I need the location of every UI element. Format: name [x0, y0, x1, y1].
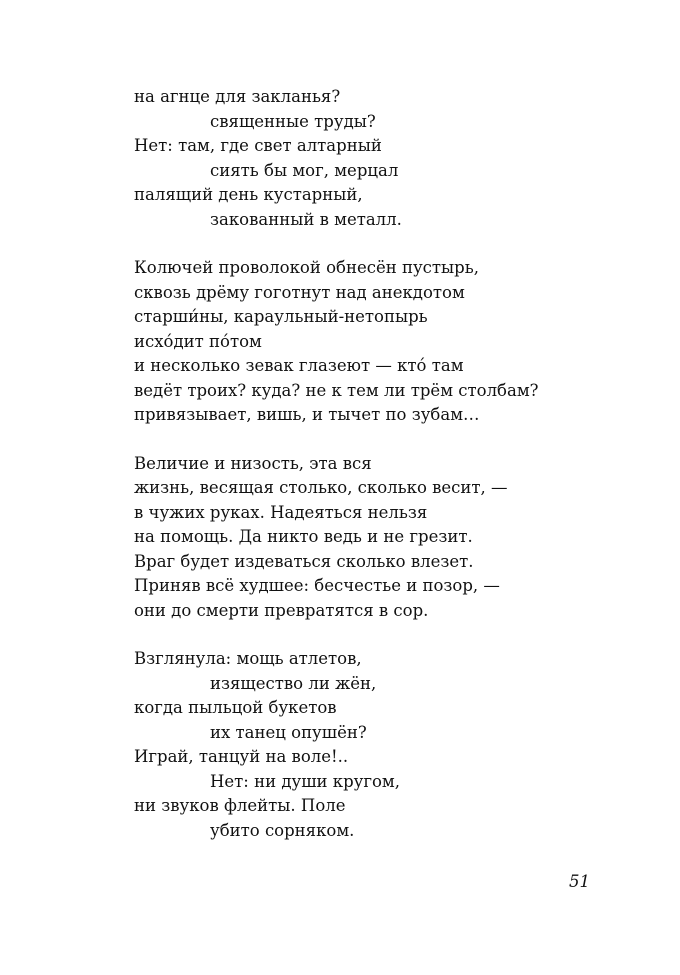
poem-line: убито сорняком. — [210, 820, 355, 840]
poem-line: сиять бы мог, мерцал — [210, 160, 399, 180]
stanza-4 — [134, 647, 614, 843]
poem-line: их танец опушён? — [210, 722, 367, 742]
poem-line: Враг будет издеваться сколько влезет. — [134, 551, 474, 571]
stanza-2 — [134, 256, 614, 428]
poem-line: Нет: там, где свет алтарный — [134, 136, 382, 155]
poem-line: палящий день кустарный, — [134, 185, 363, 204]
poem-line: Играй, танцуй на воле!.. — [134, 747, 349, 766]
stanza-3 — [134, 452, 614, 624]
page-number: 51 — [569, 872, 590, 891]
poem-line: закованный в металл. — [210, 209, 402, 229]
poem-body — [134, 85, 614, 867]
poem-line: Величие и низость, эта вся — [134, 453, 372, 473]
poem-line: ведёт троих? куда? не к тем ли трём столбам? — [134, 380, 539, 400]
poem-line: когда пыльцой букетов — [134, 698, 337, 717]
poem-line: Приняв всё худшее: бесчестье и позор, — — [134, 576, 500, 595]
stanza-1 — [134, 85, 614, 232]
poem-line: на помощь. Да никто ведь и не грезит. — [134, 527, 473, 546]
poem-line: исхо́дит по́том — [134, 331, 262, 351]
poem-line: Взглянула: мощь атлетов, — [134, 649, 362, 668]
poem-line: и несколько зевак глазеют — кто́ там — [134, 356, 464, 375]
poem-line: Нет: ни души кругом, — [210, 771, 401, 791]
poem-line: старши́ны, караульный-нетопырь — [134, 307, 428, 326]
poem-line: изящество ли жён, — [210, 673, 377, 693]
poem-line: на агнце для закланья? — [134, 87, 341, 106]
poem-line: жизнь, весящая столько, сколько весит, — — [134, 478, 508, 497]
poem-line: привязывает, вишь, и тычет по зубам… — [134, 405, 480, 424]
poem-line: в чужих руках. Надеяться нельзя — [134, 502, 428, 522]
poem-line: священные труды? — [210, 111, 376, 131]
poem-line: они до смерти превратятся в сор. — [134, 600, 429, 620]
poem-line: ни звуков флейты. Поле — [134, 796, 346, 815]
poem-line: сквозь дрёму гоготнут над анекдотом — [134, 282, 465, 302]
poem-line: Колючей проволокой обнесён пустырь, — [134, 258, 479, 277]
